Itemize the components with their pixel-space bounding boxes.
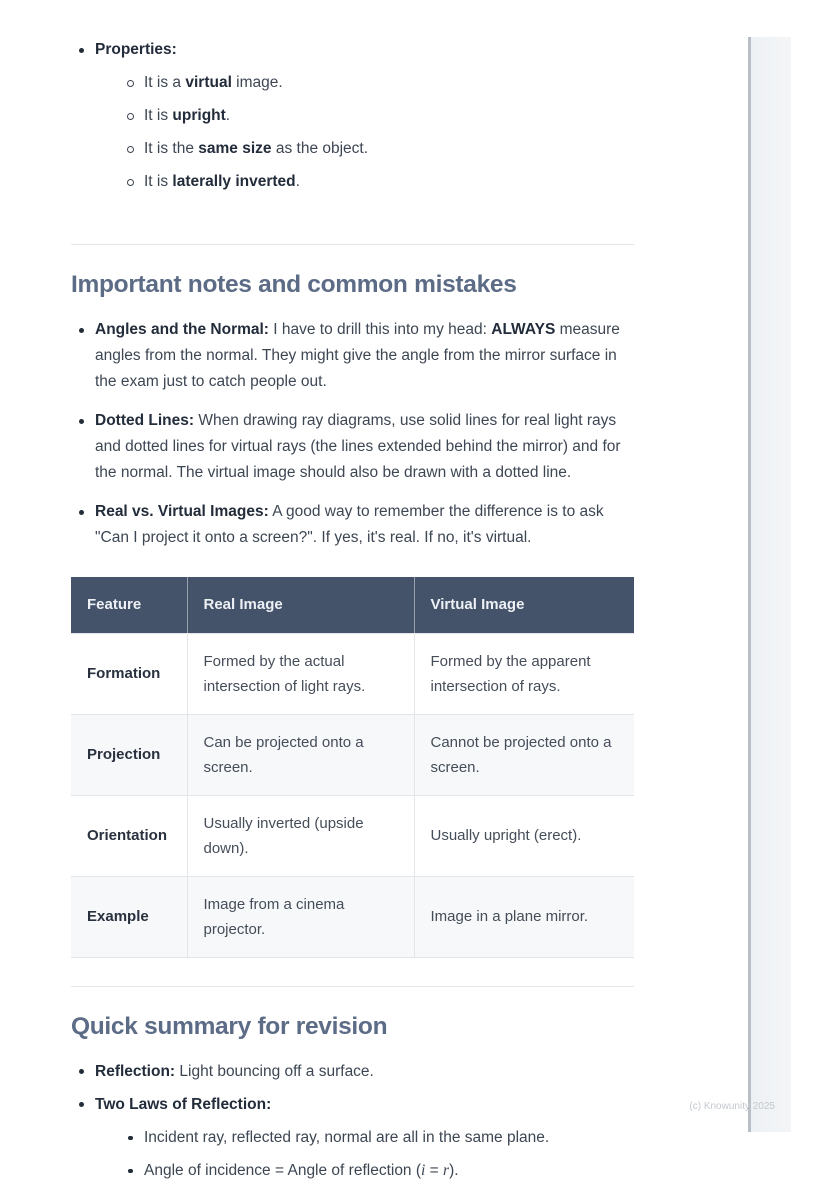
bullet-icon (79, 48, 84, 53)
table-cell: Image in a plane mirror. (414, 876, 634, 957)
list-item (71, 1092, 634, 1184)
table-cell-feature: Projection (71, 714, 187, 795)
page-edge-strip (748, 37, 791, 1132)
item-text: measure angles from the normal. They might give the angle from the mirror surface in the exam just to catch people out. (95, 321, 620, 390)
notes-section-heading: Important notes and common mistakes (71, 271, 517, 298)
bullet-icon (79, 510, 84, 515)
item-text: It is (144, 173, 173, 190)
table-header-row (71, 577, 634, 633)
item-text: It is the (144, 140, 199, 157)
item-text: Light bouncing off a surface. (175, 1062, 374, 1080)
notes-list (71, 317, 634, 551)
table-cell: Usually upright (erect). (414, 795, 634, 876)
footer-credit: (c) Knowunity 2025 (689, 1101, 775, 1112)
item-text: = (425, 1161, 444, 1179)
item-bold-text: ALWAYS (491, 321, 556, 338)
laws-sub-list (120, 1125, 634, 1184)
item-text: I have to drill this into my head: (268, 321, 492, 338)
item-bold-text: virtual (185, 74, 232, 91)
table-header-cell: Real Image (187, 577, 414, 633)
table-cell: Formed by the actual intersection of light rays. (187, 633, 414, 714)
section-divider (71, 244, 634, 245)
item-lead-label: Angles and the Normal: (95, 321, 269, 338)
table-cell: Usually inverted (upside down). (187, 795, 414, 876)
item-text: It is (144, 107, 173, 124)
list-item (71, 408, 634, 486)
list-item (120, 103, 634, 129)
item-text: Incident ray, reflected ray, normal are all in the same plane. (144, 1128, 550, 1146)
item-text: . (225, 107, 231, 124)
bullet-icon (79, 419, 84, 424)
list-item (71, 317, 634, 395)
summary-list (71, 1059, 634, 1184)
bullet-icon (128, 1136, 133, 1141)
properties-label: Properties: (95, 41, 177, 58)
item-bold-text: upright (172, 107, 226, 124)
bullet-icon (79, 1069, 84, 1074)
document-page (71, 0, 634, 1191)
table-cell-feature: Example (71, 876, 187, 957)
table-row (71, 633, 634, 714)
circle-bullet-icon (127, 179, 134, 186)
list-item (71, 1059, 634, 1085)
item-text: image. (231, 74, 283, 91)
circle-bullet-icon (127, 80, 134, 87)
list-item (120, 70, 634, 96)
table-cell: Image from a cinema projector. (187, 876, 414, 957)
bullet-icon (79, 1102, 84, 1107)
item-bold-text: laterally inverted (172, 173, 296, 190)
item-text: . (295, 173, 300, 190)
table-header-cell: Virtual Image (414, 577, 634, 633)
item-text: as the object. (271, 140, 369, 157)
table-cell: Cannot be projected onto a screen. (414, 714, 634, 795)
table-cell-feature: Orientation (71, 795, 187, 876)
table-row (71, 876, 634, 957)
item-text: When drawing ray diagrams, use solid lines for real light rays and dotted lines for virtual rays (the lines extended behind the mirror) and for the normal. The virtual image should also be drawn with a dotted line. (95, 412, 621, 481)
item-text: Angle of incidence = Angle of reflection ( (144, 1161, 422, 1179)
table-cell: Formed by the apparent intersection of rays. (414, 633, 634, 714)
item-lead-label: Dotted Lines: (95, 412, 195, 429)
table-row (71, 714, 634, 795)
properties-sub-list (120, 70, 634, 195)
list-item (120, 136, 634, 162)
item-lead-label: Reflection: (95, 1062, 176, 1080)
item-lead-label: Two Laws of Reflection: (95, 1095, 272, 1113)
properties-list-item (71, 37, 634, 195)
summary-section-heading: Quick summary for revision (71, 1012, 388, 1040)
section-divider (71, 986, 634, 987)
bullet-icon (79, 328, 84, 333)
item-lead-label: Real vs. Virtual Images: (95, 503, 269, 520)
table-row (71, 795, 634, 876)
list-item (120, 1125, 634, 1151)
math-var-i: i (421, 1161, 426, 1179)
math-var-r: r (443, 1161, 450, 1179)
list-item (71, 499, 634, 551)
item-text: ). (449, 1161, 459, 1179)
item-bold-text: same size (198, 140, 272, 157)
circle-bullet-icon (127, 146, 134, 153)
table-cell: Can be projected onto a screen. (187, 714, 414, 795)
list-item (120, 169, 634, 195)
table-header-cell: Feature (71, 577, 187, 633)
comparison-table (71, 577, 634, 958)
circle-bullet-icon (127, 113, 134, 120)
table-cell-feature: Formation (71, 633, 187, 714)
item-text: It is a (144, 74, 186, 91)
item-text: A good way to remember the difference is to ask "Can I project it onto a screen?". If yes, it's real. If no, it's virtual. (95, 503, 604, 546)
